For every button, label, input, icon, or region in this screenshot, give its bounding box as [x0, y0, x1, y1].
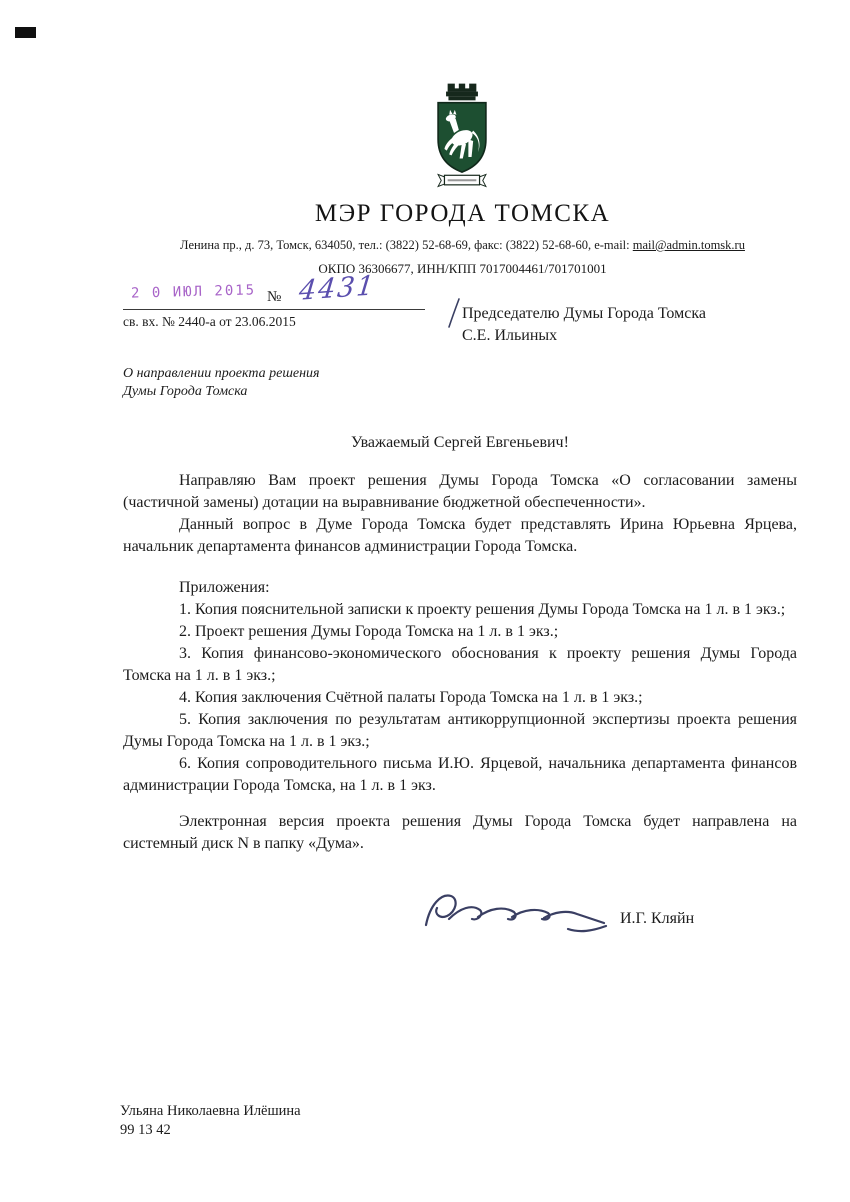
signature-block: [420, 885, 694, 940]
attachment-item-2: 2. Проект решения Думы Города Томска на 1 л. в 1 экз.;: [179, 623, 559, 640]
letterhead-address: [75, 238, 850, 253]
attachment-item-3: 3. Копия финансово-экономического обоснования к проекту решения Думы Города Томска на 1 л. в 1 экз.;: [123, 645, 797, 684]
ribbon-shape: [438, 174, 486, 186]
paragraph-1: Направляю Вам проект решения Думы Города Томска «О согласовании замены (частичной замены) дотации на выравнивание бюджетной обеспеченности».: [123, 472, 797, 511]
letterhead-title: МЭР ГОРОДА ТОМСКА: [314, 200, 611, 227]
letterhead-address-text: Ленина пр., д. 73, Томск, 634050, тел.: (3822) 52-68-69, факс: (3822) 52-68-60, e-mail:: [180, 238, 633, 252]
letter-body: [123, 432, 797, 855]
registration-block: [123, 270, 425, 330]
incoming-reference: св. вх. № 2440-а от 23.06.2015: [123, 314, 296, 329]
registration-row: [123, 270, 425, 310]
letterhead-codes: ОКПО 36306677, ИНН/КПП 7017004461/701701001: [318, 261, 607, 276]
closing-paragraph: Электронная версия проекта решения Думы Города Томска будет направлена на системный диск N в папку «Дума».: [123, 813, 797, 852]
subject-line-2: Думы Города Томска: [123, 384, 248, 399]
recipient-title: Председателю Думы Города Томска: [462, 305, 706, 322]
attachments-label: Приложения:: [179, 579, 270, 596]
handwritten-checkmark-icon: [447, 297, 461, 329]
attachment-item-4: 4. Копия заключения Счётной палаты Города Томска на 1 л. в 1 экз.;: [179, 689, 643, 706]
salutation: Уважаемый Сергей Евгеньевич!: [351, 434, 569, 451]
recipient-name: С.Е. Ильиных: [462, 327, 558, 344]
email-link[interactable]: mail@admin.tomsk.ru: [632, 238, 745, 252]
attachment-item-5: 5. Копия заключения по результатам антикоррупционной экспертизы проекта решения Думы Города Томска на 1 л. в 1 экз.;: [123, 711, 797, 750]
attachment-item-6: 6. Копия сопроводительного письма И.Ю. Ярцевой, начальника департамента финансов администрации Города Томска, на 1 л. в 1 экз.: [123, 755, 797, 794]
number-sign: №: [267, 289, 282, 305]
attachment-item-1: 1. Копия пояснительной записки к проекту решения Думы Города Томска на 1 л. в 1 экз.;: [179, 601, 786, 618]
handwritten-signature-icon: [420, 885, 610, 940]
tomsk-coat-of-arms-icon: [422, 82, 502, 200]
date-stamp: 2 0 ИЮЛ 2015: [130, 282, 257, 302]
recipient-block: [462, 303, 706, 347]
handwritten-outgoing-number: 4431: [297, 270, 378, 307]
crown-icon: [446, 84, 478, 101]
paragraph-2: Данный вопрос в Думе Города Томска будет представлять Ирина Юрьевна Ярцева, начальник департамента финансов администрации Города Томска.: [123, 516, 797, 555]
signatory-name: И.Г. Кляйн: [620, 910, 695, 927]
subject-line-1: О направлении проекта решения: [123, 366, 320, 381]
executor-name: Ульяна Николаевна Илёшина: [120, 1103, 301, 1119]
subject-block: [123, 365, 320, 401]
executor-contact: [120, 1102, 301, 1140]
scan-artifact-mark: [15, 27, 36, 38]
executor-phone: 99 13 42: [120, 1122, 171, 1138]
